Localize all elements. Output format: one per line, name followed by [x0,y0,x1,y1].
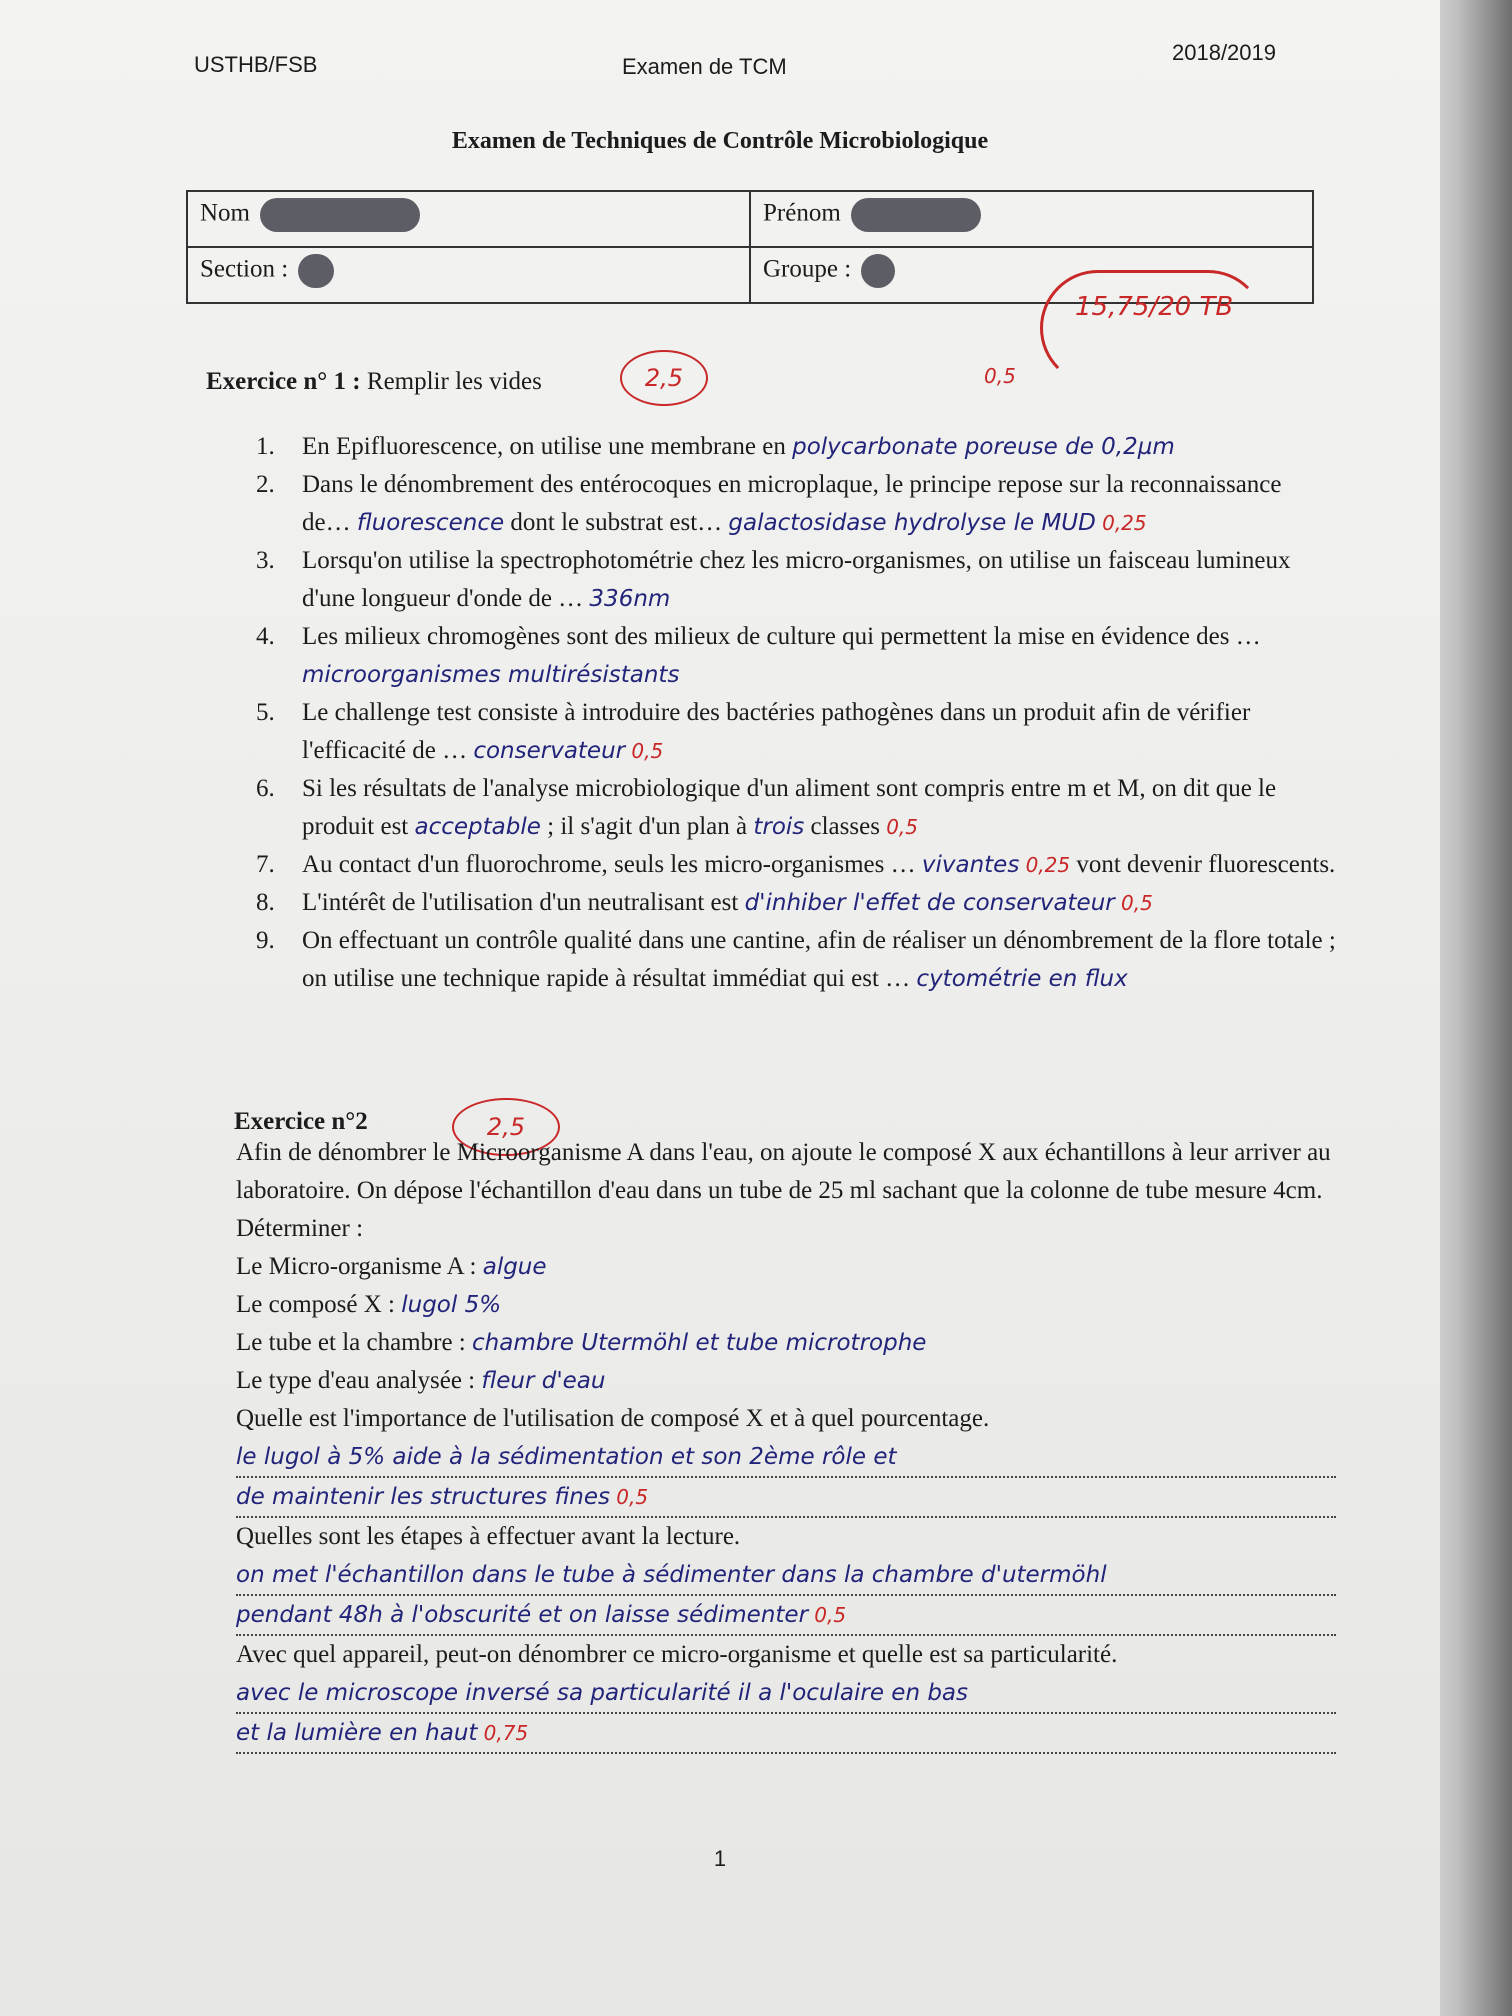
redaction [260,198,420,232]
grade-total: 15,75/20 [1075,292,1192,322]
answer-line: de maintenir les structures fines 0,5 [236,1478,1336,1518]
list-item: 9. On effectuant un contrôle qualité dans une cantine, afin de réaliser un dénombrement de la flore totale ; on utilise une technique rapide à résultat immédiat qui est … cytométrie en flux [256,927,1336,992]
item-mark: 0,25 [1025,853,1071,877]
grade-text [1075,292,1233,322]
prenom-label: Prénom [763,199,841,227]
item-mark: 0,25 [1102,511,1147,535]
list-item: 4. Les milieux chromogènes sont des milieux de culture qui permettent la mise en évidence des … microorganismes multirésistants [256,623,1261,688]
handwritten-answer: fluorescence [356,510,505,536]
item-mark: 0,5 [814,1603,847,1627]
item-mark: 0,5 [631,739,664,763]
list-item: 5. Le challenge test consiste à introduire des bactéries pathogènes dans un produit afin de vérifier l'efficacité de … conservateur 0,5 [256,699,1251,764]
ex2-determine: Déterminer : [236,1215,364,1242]
ex2-body [236,1134,1336,1754]
nom-cell [187,191,750,247]
handwritten-answer: le lugol à 5% aide à la sédimentation et son 2ème rôle et [236,1438,1336,1478]
ex1-items [256,428,1336,998]
redaction [861,254,895,288]
exam-title: Examen de Techniques de Contrôle Microbiologique [451,128,989,154]
nom-label: Nom [200,199,250,227]
list-item: 3. Lorsqu'on utilise la spectrophotométrie chez les micro-organismes, on utilise un faisceau lumineux d'une longueur d'onde de … 336nm [256,547,1291,612]
item-mark: 0,5 [886,815,918,839]
page-number: 1 [713,1846,727,1871]
answer-line: pendant 48h à l'obscurité et on laisse sédimenter 0,5 [236,1596,1336,1636]
handwritten-answer: fleur d'eau [481,1368,606,1394]
ex2-q-etapes: Quelles sont les étapes à effectuer avant la lecture. [236,1523,741,1550]
handwritten-answer: lugol 5% [401,1292,502,1318]
handwritten-answer: algue [482,1254,547,1280]
ex2-q-tube: Le tube et la chambre : chambre Utermöhl et tube microtrophe [236,1329,927,1356]
groupe-label: Groupe : [763,255,852,283]
answer-line: et la lumière en haut 0,75 [236,1714,1336,1754]
ex2-intro: Afin de dénombrer le Microorganisme A dans l'eau, on ajoute le composé X aux échantillons à leur arriver au laboratoire. On dépose l'échantillon d'eau dans un tube de 25 ml sachant que la colonne de tube mesure 4cm. [236,1139,1331,1204]
redaction [851,198,981,232]
list-item: 6. Si les résultats de l'analyse microbiologique d'un aliment sont compris entre m et M, on dit que le produit est acceptable ; il s'agit d'un plan à trois classes 0,5 [256,775,1277,840]
ex2-q-appareil: Avec quel appareil, peut-on dénombrer ce micro-organisme et quelle est sa particularité. [236,1641,1118,1668]
section-label: Section : [200,255,289,283]
ex2-title: Exercice n°2 [234,1108,368,1135]
section-cell [187,247,750,303]
list-item: 1. En Epifluorescence, on utilise une membrane en polycarbonate poreuse de 0,2µm [256,433,1175,460]
handwritten-answer: 336nm [589,586,671,612]
handwritten-answer: avec le microscope inversé sa particularité il a l'oculaire en bas [236,1674,1336,1714]
list-item: 2. Dans le dénombrement des entérocoques en microplaque, le principe repose sur la reconnaissance de… fluorescence dont le substrat est… galactosidase hydrolyse le MUD 0,25 [256,471,1282,536]
handwritten-answer: cytométrie en flux [916,966,1128,992]
ex2-q-micro: Le Micro-organisme A : algue [236,1253,547,1280]
handwritten-answer: vivantes [921,852,1020,878]
list-item: 7. Au contact d'un fluorochrome, seuls les micro-organismes … vivantes 0,25 vont devenir fluorescents. [256,851,1336,878]
handwritten-answer: microorganismes multirésistants [302,662,680,688]
ex1-top-mark: 0,5 [984,364,1016,388]
header-right: 2018/2019 [1172,40,1276,65]
handwritten-answer: galactosidase hydrolyse le MUD [728,510,1096,536]
ex2-q-compose: Le composé X : lugol 5% [236,1291,502,1318]
handwritten-answer: trois [753,814,805,840]
ex2-score: 2,5 [452,1098,560,1156]
ex1-title-rest: Remplir les vides [366,368,542,395]
redaction [298,254,334,288]
handwritten-answer: polycarbonate poreuse de 0,2µm [792,434,1175,460]
grade-mark [1040,270,1266,386]
handwritten-answer: acceptable [414,814,541,840]
handwritten-answer: d'inhiber l'effet de conservateur [744,890,1115,916]
grade-initials: TB [1199,292,1234,322]
item-mark: 0,5 [616,1485,649,1509]
ex1-score: 2,5 [620,350,708,406]
list-item: 8. L'intérêt de l'utilisation d'un neutralisant est d'inhiber l'effet de conservateur 0,5 [256,889,1153,916]
prenom-cell [750,191,1313,247]
ex2-q-eau: Le type d'eau analysée : fleur d'eau [236,1367,606,1394]
handwritten-answer: conservateur [473,738,626,764]
header-center: Examen de TCM [622,54,787,79]
handwritten-answer: chambre Utermöhl et tube microtrophe [472,1330,927,1356]
header-left: USTHB/FSB [194,52,318,77]
item-mark: 0,75 [483,1721,529,1745]
item-mark: 0,5 [1121,891,1153,915]
handwritten-answer: on met l'échantillon dans le tube à sédimenter dans la chambre d'utermöhl [236,1556,1336,1596]
ex2-q-importance: Quelle est l'importance de l'utilisation de composé X et à quel pourcentage. [236,1405,990,1432]
ex1-title [206,368,542,396]
ex1-title-bold: Exercice n° 1 : [206,368,361,395]
